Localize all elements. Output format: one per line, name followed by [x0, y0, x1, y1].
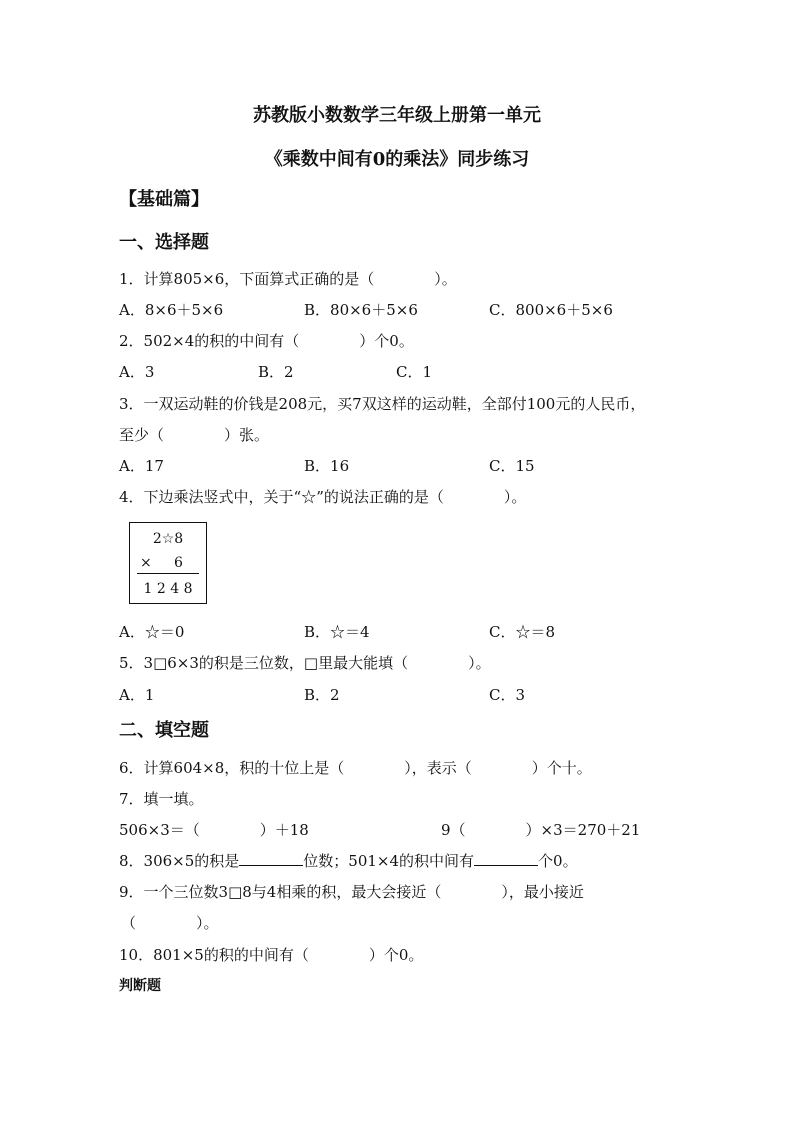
q8-part3: 个0。	[538, 852, 578, 870]
q3-option-c: C．15	[489, 457, 535, 475]
q5-option-b: B．2	[304, 686, 340, 704]
q4-option-c: C．☆＝8	[489, 623, 556, 641]
question-10: 10．801×5的积的中间有（ ）个0。	[119, 946, 424, 964]
q4-option-a: A．☆＝0	[119, 623, 185, 641]
q4-option-b: B．☆＝4	[304, 623, 370, 641]
level-heading: 【基础篇】	[119, 189, 209, 210]
q5-option-a: A．1	[119, 686, 155, 704]
figure-rule-line	[137, 573, 199, 574]
q1-option-a: A．8×6＋5×6	[119, 301, 224, 319]
q8-part2: 位数；501×4的积中间有	[303, 852, 475, 870]
section-judge-heading: 判断题	[119, 978, 161, 994]
question-9-line1: 9．一个三位数3□8与4相乘的积，最大会接近（ ），最小接近	[119, 883, 584, 901]
question-3-line1: 3．一双运动鞋的价钱是208元，买7双这样的运动鞋，全部付100元的人民币，	[119, 395, 646, 413]
worksheet-title: 苏教版小数数学三年级上册第一单元	[253, 105, 541, 126]
q7-left-equation: 506×3＝（ ）＋18	[119, 821, 309, 839]
question-6: 6．计算604×8，积的十位上是（ ），表示（ ）个十。	[119, 759, 592, 777]
worksheet-subtitle: 《乘数中间有0的乘法》同步练习	[264, 149, 530, 170]
vertical-multiplication-figure	[129, 522, 207, 604]
question-5: 5．3□6×3的积是三位数，□里最大能填（ ）。	[119, 654, 491, 672]
question-7: 7．填一填。	[119, 790, 204, 808]
q8-blank-2[interactable]	[474, 851, 538, 866]
question-2: 2．502×4的积的中间有（ ）个0。	[119, 332, 414, 350]
section-choice-heading: 一、选择题	[119, 232, 209, 253]
question-8	[119, 851, 578, 871]
q2-option-b: B．2	[258, 363, 294, 381]
q7-right-equation: 9（ ）×3＝270＋21	[441, 821, 641, 839]
figure-multiplicand: 2☆8	[152, 531, 184, 547]
q1-option-c: C．800×6＋5×6	[489, 301, 613, 319]
q5-option-c: C．3	[489, 686, 526, 704]
figure-multiplier: 6	[174, 555, 183, 571]
q8-blank-1[interactable]	[239, 851, 303, 866]
q1-option-b: B．80×6＋5×6	[304, 301, 418, 319]
q3-option-a: A．17	[119, 457, 164, 475]
q2-option-c: C．1	[396, 363, 433, 381]
question-9-line2: （ ）。	[121, 914, 219, 932]
q8-part1: 8．306×5的积是	[119, 852, 240, 870]
question-1: 1．计算805×6，下面算式正确的是（ ）。	[119, 270, 457, 288]
section-fill-heading: 二、填空题	[119, 720, 209, 741]
q3-option-b: B．16	[304, 457, 350, 475]
question-4: 4．下边乘法竖式中，关于“☆”的说法正确的是（ ）。	[119, 488, 527, 506]
q2-option-a: A．3	[119, 363, 155, 381]
question-3-line2: 至少（ ）张。	[119, 426, 270, 444]
figure-product: 1 2 4 8	[143, 581, 193, 597]
figure-times-sign: ×	[140, 555, 152, 571]
